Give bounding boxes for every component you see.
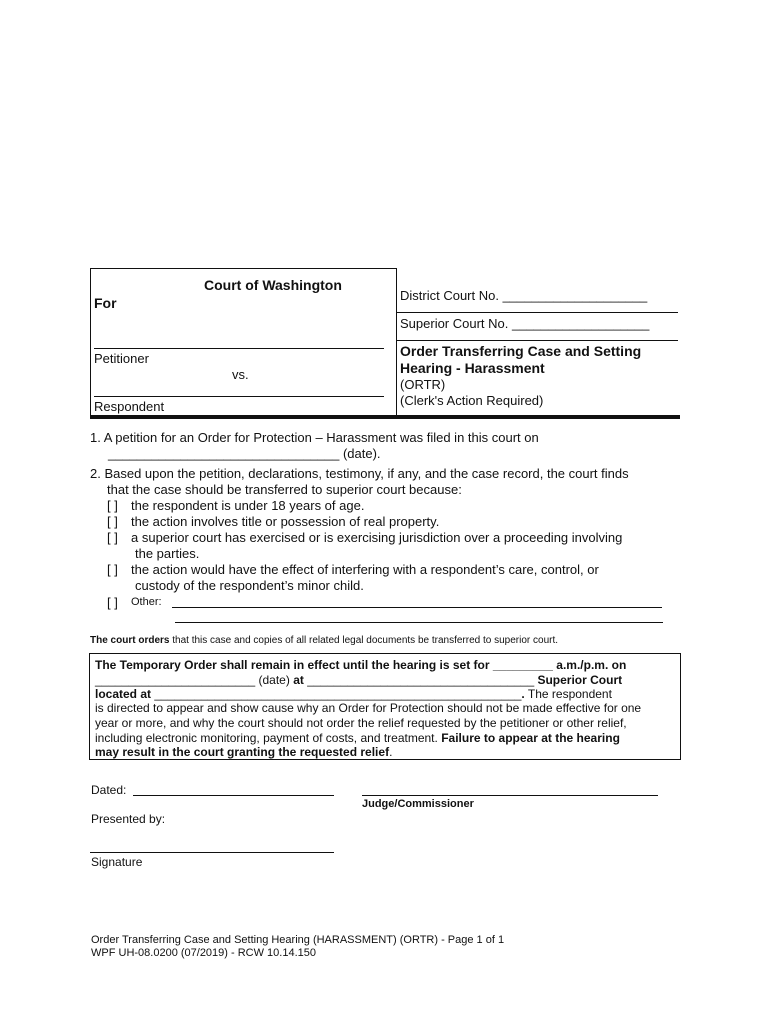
judge-signature-line[interactable] [362,795,658,796]
dated-label: Dated: [91,783,127,797]
order-box-line2 [95,673,622,687]
checkbox-custody[interactable]: [ ] [107,562,118,577]
dated-field[interactable] [133,795,334,796]
court-orders-text [90,635,558,646]
final-period: . [389,745,393,759]
checkbox-jurisdiction[interactable]: [ ] [107,530,118,545]
caption-divider [396,340,678,341]
other-label: Other: [131,596,162,608]
option-under-18: the respondent is under 18 years of age. [131,498,365,513]
form-code: (ORTR) [400,377,446,392]
caption-divider [396,312,678,313]
option-custody-cont: custody of the respondent’s minor child. [135,578,364,593]
order-box-line3 [95,687,612,701]
respondent-directed-text: The respondent [524,687,612,701]
vs-label: vs. [232,367,249,382]
located-at-label: located at [95,687,155,701]
for-label: For [94,295,117,311]
court-orders-rest: that this case and copies of all related legal documents be transferred to superior court. [169,635,559,646]
petitioner-line[interactable] [94,348,384,349]
order-box-line7 [95,745,392,759]
option-jurisdiction: a superior court has exercised or is exercising jurisdiction over a proceeding involving [131,530,623,545]
district-court-no[interactable]: District Court No. ____________________ [400,288,648,303]
footer-form-id: WPF UH-08.0200 (07/2019) - RCW 10.14.150 [91,947,316,959]
court-heading: Court of Washington [204,277,342,293]
at-label: at [293,673,308,687]
option-custody: the action would have the effect of interfering with a respondent’s care, control, or [131,562,599,577]
checkbox-other[interactable]: [ ] [107,595,118,610]
superior-court-no[interactable]: Superior Court No. ___________________ [400,316,650,331]
hearing-date-field[interactable]: ________________________ (date) [95,673,294,687]
item1-text: 1. A petition for an Order for Protection – Harassment was filed in this court on [90,430,539,445]
superior-court-label: Superior Court [534,673,623,687]
failure-warning-cont: may result in the court granting the requested relief [95,745,390,759]
order-title-line2: Hearing - Harassment [400,360,545,376]
petitioner-label: Petitioner [94,351,149,366]
respondent-line[interactable] [94,396,384,397]
relief-text: including electronic monitoring, payment of costs, and treatment. [95,731,442,745]
location-field[interactable]: _______________________________________________________ [154,687,522,701]
item2-text-cont: that the case should be transferred to superior court because: [107,482,462,497]
order-box-line5: year or more, and why the court should not order the relief requested by the petitioner or other relief, [95,716,627,730]
other-field-cont[interactable] [175,622,663,623]
presented-by-label: Presented by: [91,812,166,826]
footer-title: Order Transferring Case and Setting Hearing (HARASSMENT) (ORTR) - Page 1 of 1 [91,934,505,946]
order-box-line6 [95,731,620,745]
order-box-line4: is directed to appear and show cause why an Order for Protection should not be made effective for one [95,701,642,715]
item1-date-field[interactable]: ________________________________ (date). [108,446,381,461]
location-period: . [521,687,525,701]
checkbox-real-property[interactable]: [ ] [107,514,118,529]
judge-label: Judge/Commissioner [362,798,474,810]
court-orders-bold: The court orders [90,635,170,646]
caption-bottom-rule [90,415,680,419]
checkbox-under-18[interactable]: [ ] [107,498,118,513]
item2-text: 2. Based upon the petition, declarations, testimony, if any, and the case record, the court finds [90,466,629,481]
respondent-label: Respondent [94,399,165,414]
court-name-field[interactable]: __________________________________ [307,673,535,687]
order-box-line1: The Temporary Order shall remain in effect until the hearing is set for _________ a.m./p.m. on [95,658,627,672]
clerk-note: (Clerk's Action Required) [400,393,544,408]
option-jurisdiction-cont: the parties. [135,546,200,561]
presenter-signature-line[interactable] [90,852,334,853]
signature-label: Signature [91,855,143,869]
other-field[interactable] [172,607,662,608]
option-real-property: the action involves title or possession of real property. [131,514,440,529]
caption-divider-vertical [396,268,397,416]
order-title-line1: Order Transferring Case and Setting [400,343,642,359]
failure-warning: Failure to appear at the hearing [441,731,620,745]
